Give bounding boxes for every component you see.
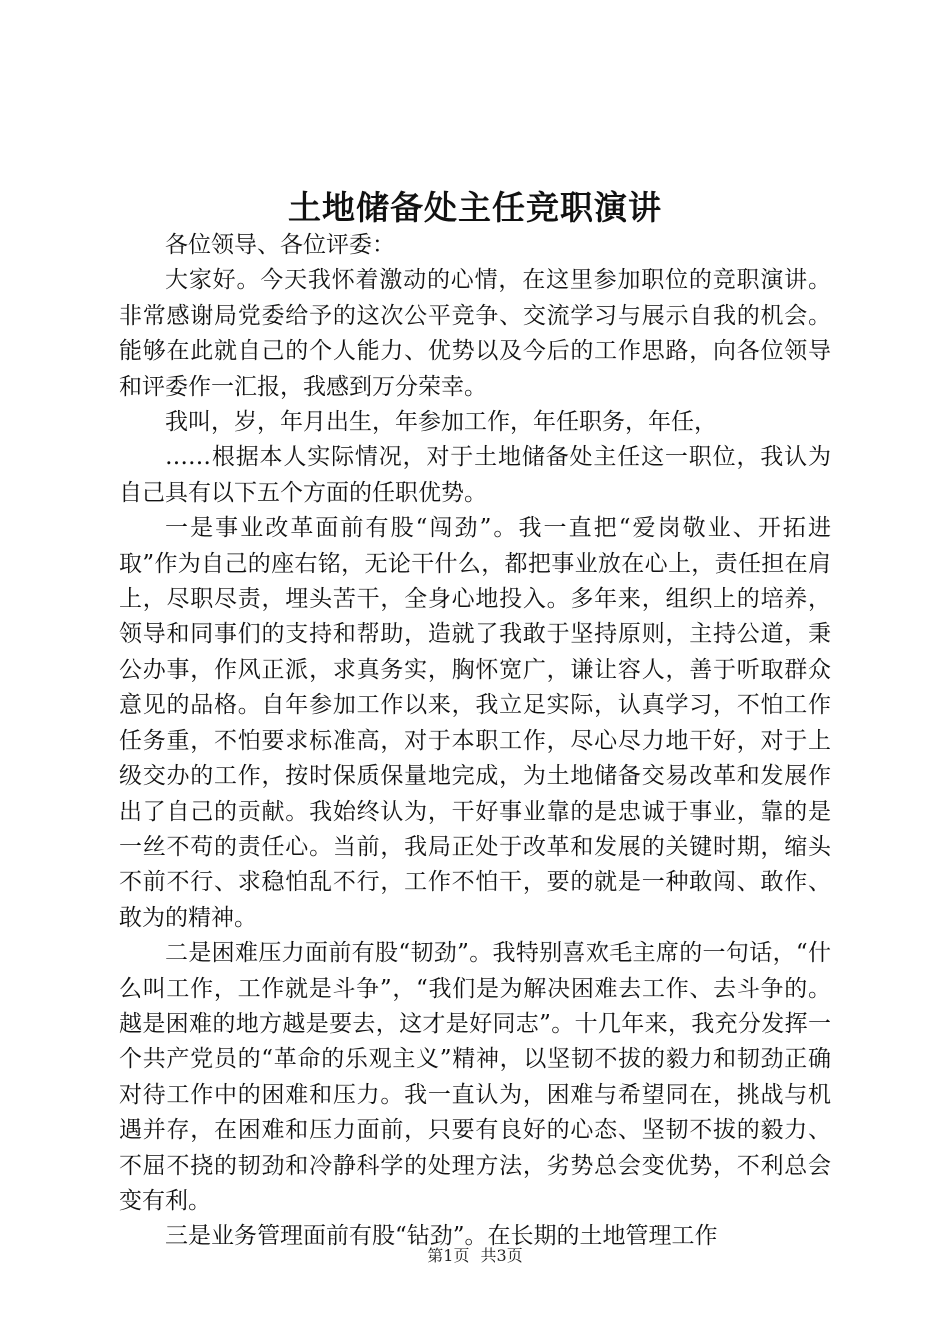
document-title: 土地储备处主任竞职演讲 xyxy=(288,188,662,227)
page-footer xyxy=(0,1244,950,1268)
paragraph-greeting: 大家好。今天我怀着激动的心情，在这里参加职位的竞职演讲。非常感谢局党委给予的这次公平竞争、交流学习与展示自我的机会。能够在此就自己的个人能力、优势以及今后的工作思路，向各位领导和评委作一汇报，我感到万分荣幸。 xyxy=(119,267,831,400)
paragraph-point-three: 三是业务管理面前有股“钻劲”。在长期的土地管理工作 xyxy=(165,1223,718,1250)
document-body xyxy=(119,228,831,1255)
paragraph-advantages-intro: ……根据本人实际情况，对于土地储备处主任这一职位，我认为自己具有以下五个方面的任职优势。 xyxy=(119,444,831,506)
paragraph-point-one: 一是事业改革面前有股“闯劲”。我一直把“爱岗敬业、开拓进取”作为自己的座右铭，无论干什么，都把事业放在心上，责任担在肩上，尽职尽责，埋头苦干，全身心地投入。多年来，组织上的培养，领导和同事们的支持和帮助，造就了我敢于坚持原则，主持公道，秉公办事，作风正派，求真务实，胸怀宽广，谦让容人，善于听取群众意见的品格。自年参加工作以来，我立足实际，认真学习，不怕工作任务重，不怕要求标准高，对于本职工作，尽心尽力地干好，对于上级交办的工作，按时保质保量地完成，为土地储备交易改革和发展作出了自己的贡献。我始终认为，干好事业靠的是忠诚于事业，靠的是一丝不苟的责任心。当前，我局正处于改革和发展的关键时期，缩头不前不行、求稳怕乱不行，工作不怕干，要的就是一种敢闯、敢作、敢为的精神。 xyxy=(119,515,831,931)
paragraph-point-two: 二是困难压力面前有股“韧劲”。我特别喜欢毛主席的一句话，“什么叫工作，工作就是斗争”，“我们是为解决困难去工作、去斗争的。越是困难的地方越是要去，这才是好同志”。十几年来，我充分发挥一个共产党员的“革命的乐观主义”精神，以坚韧不拔的毅力和韧劲正确对待工作中的困难和压力。我一直认为，困难与希望同在，挑战与机遇并存，在困难和压力面前，只要有良好的心态、坚韧不拔的毅力、不屈不挠的韧劲和冷静科学的处理方法，劣势总会变优势，不利总会变有利。 xyxy=(119,940,831,1214)
page-total: 共3页 xyxy=(480,1246,523,1265)
paragraph-salutation: 各位领导、各位评委： xyxy=(165,232,395,258)
paragraph-self-intro: 我叫，岁，年月出生，年参加工作，年任职务，年任， xyxy=(165,409,717,436)
page-number: 第1页 xyxy=(427,1246,470,1265)
